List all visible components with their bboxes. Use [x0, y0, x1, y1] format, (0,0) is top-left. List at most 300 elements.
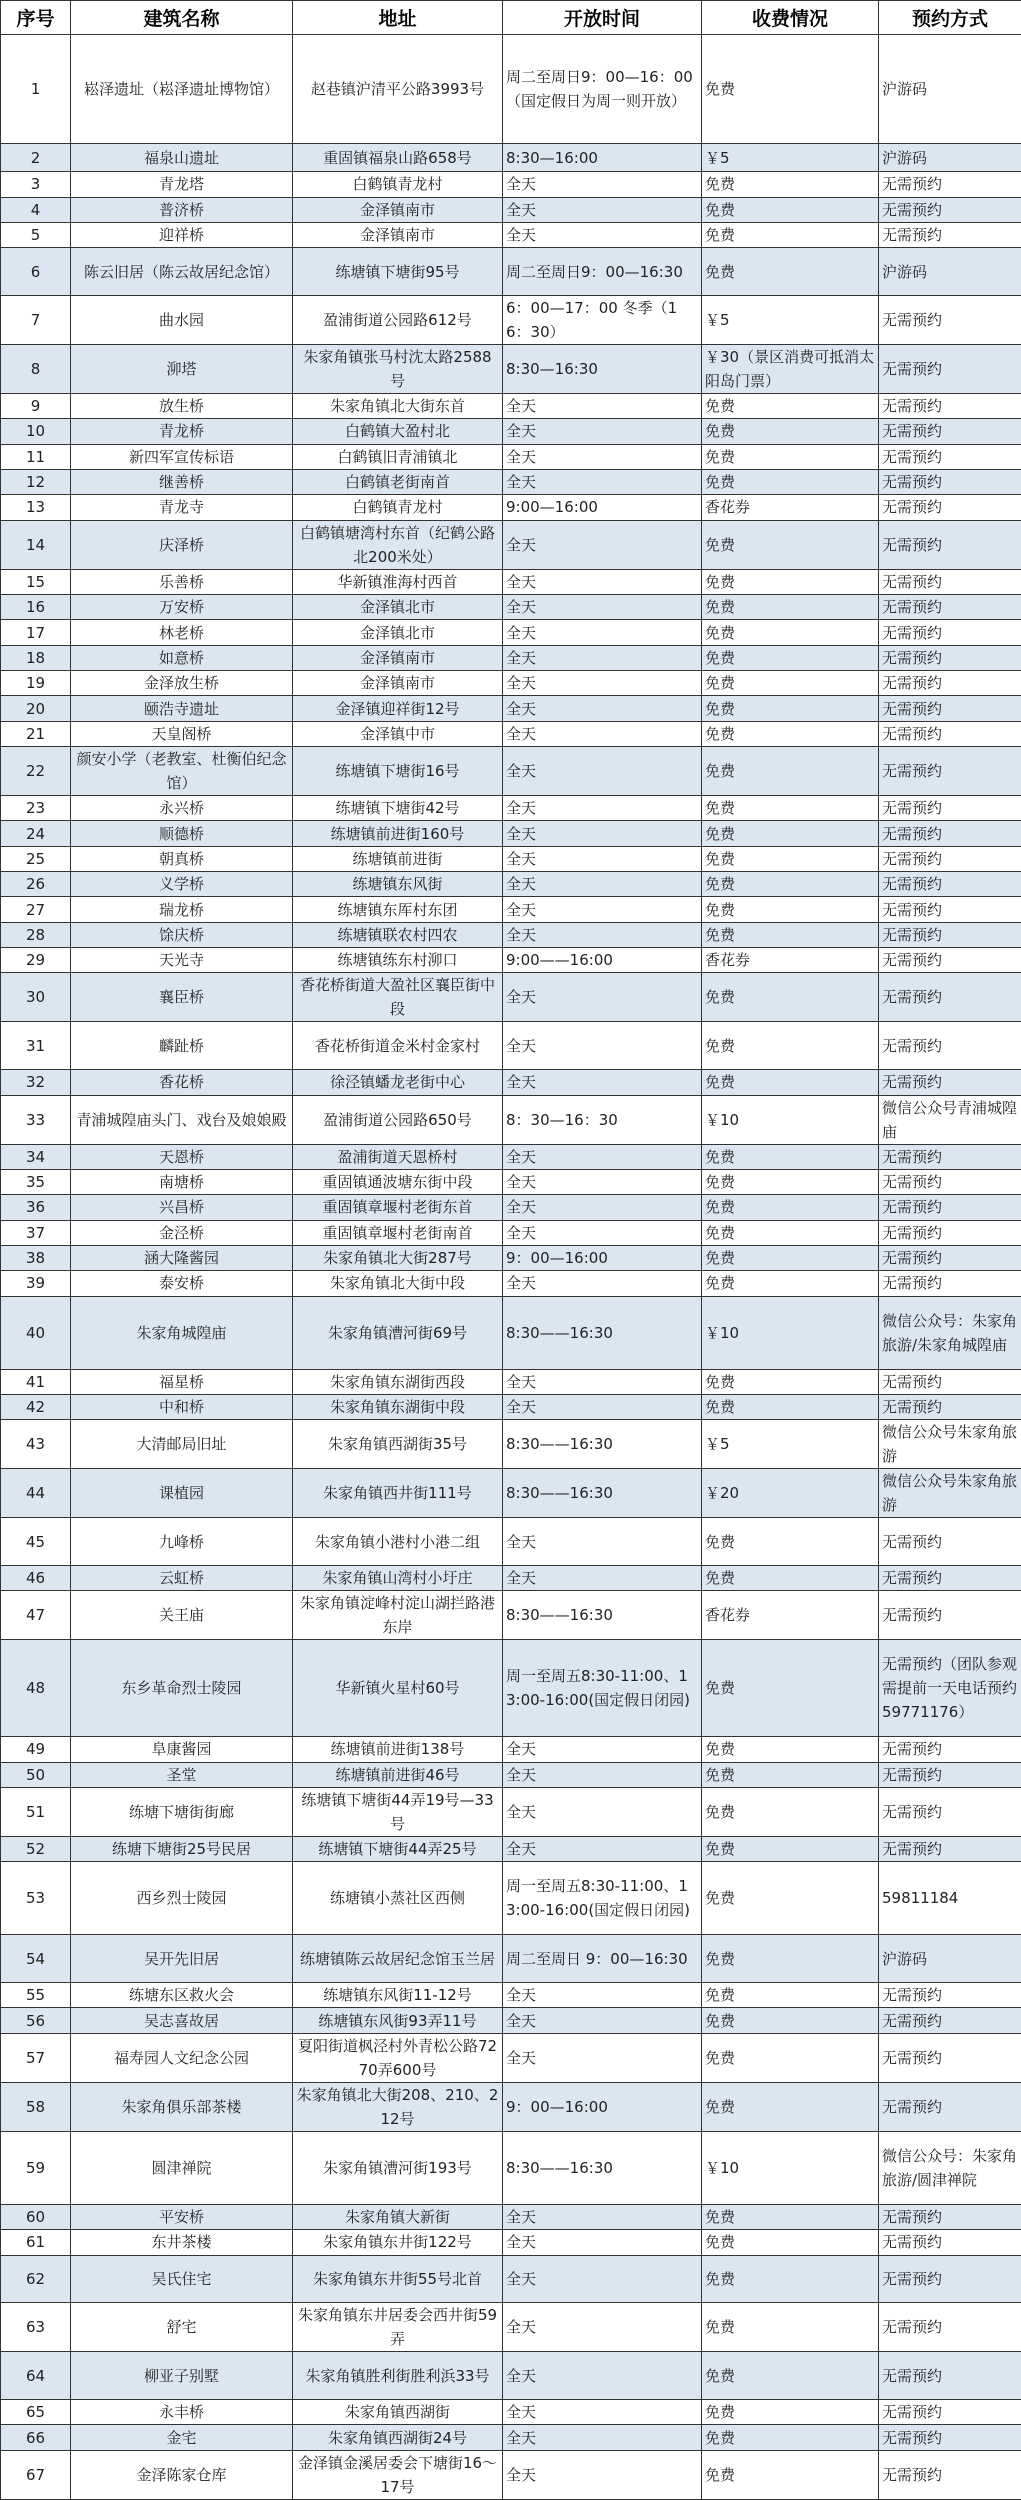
site-name: 青龙桥 — [71, 419, 293, 444]
opening-hours: 全天 — [503, 846, 702, 871]
site-address: 朱家角镇东井街55号北首 — [293, 2255, 503, 2303]
site-address: 练塘镇东风街11-12号 — [293, 1983, 503, 2008]
table-row — [1, 1591, 1021, 1640]
fee: 免费 — [702, 696, 879, 721]
fee: 免费 — [702, 1737, 879, 1762]
opening-hours: 全天 — [503, 419, 702, 444]
row-number: 3 — [1, 172, 71, 197]
opening-hours: 8:30——16:30 — [503, 2131, 702, 2204]
opening-hours: 8：30—16：30 — [503, 1095, 702, 1144]
row-number: 51 — [1, 1788, 71, 1837]
reservation: 无需预约 — [879, 594, 1021, 619]
fee: 免费 — [702, 393, 879, 418]
reservation: 沪游码 — [879, 143, 1021, 171]
site-name: 义学桥 — [71, 872, 293, 897]
table-row — [1, 645, 1021, 670]
site-name: 青龙寺 — [71, 495, 293, 520]
reservation: 无需预约 — [879, 2008, 1021, 2033]
header-hours: 开放时间 — [503, 1, 702, 35]
site-name: 金泽陈家仓库 — [71, 2450, 293, 2499]
row-number: 15 — [1, 569, 71, 594]
row-number: 45 — [1, 1518, 71, 1566]
opening-hours: 全天 — [503, 1220, 702, 1245]
site-name: 圆津禅院 — [71, 2131, 293, 2204]
table-row — [1, 1296, 1021, 1369]
site-name: 崧泽遗址（崧泽遗址博物馆） — [71, 35, 293, 144]
site-address: 白鹤镇塘湾村东首（纪鹤公路北200米处） — [293, 520, 503, 569]
table-row — [1, 1022, 1021, 1070]
reservation: 无需预约 — [879, 1144, 1021, 1169]
opening-hours: 9：00—16:00 — [503, 1245, 702, 1270]
reservation: 无需预约 — [879, 721, 1021, 746]
table-row — [1, 444, 1021, 469]
fee: 免费 — [702, 2033, 879, 2082]
opening-hours: 全天 — [503, 197, 702, 222]
reservation: 无需预约 — [879, 620, 1021, 645]
site-address: 金泽镇南市 — [293, 671, 503, 696]
site-name: 练塘下塘街25号民居 — [71, 1837, 293, 1862]
row-number: 57 — [1, 2033, 71, 2082]
site-address: 朱家角镇北大街中段 — [293, 1271, 503, 1296]
site-address: 朱家角镇小港村小港二组 — [293, 1518, 503, 1566]
site-address: 白鹤镇大盈村北 — [293, 419, 503, 444]
row-number: 10 — [1, 419, 71, 444]
fee: ￥5 — [702, 1420, 879, 1469]
row-number: 24 — [1, 821, 71, 846]
reservation: 无需预约 — [879, 696, 1021, 721]
row-number: 56 — [1, 2008, 71, 2033]
fee: 免费 — [702, 1394, 879, 1419]
site-address: 朱家角镇张马村沈太路2588号 — [293, 344, 503, 393]
row-number: 42 — [1, 1394, 71, 1419]
fee: 免费 — [702, 248, 879, 296]
table-body — [1, 35, 1021, 2500]
table-row — [1, 821, 1021, 846]
site-name: 涵大隆酱园 — [71, 1245, 293, 1270]
site-name: 天皇阁桥 — [71, 721, 293, 746]
site-name: 金泾桥 — [71, 1220, 293, 1245]
row-number: 27 — [1, 897, 71, 922]
site-name: 吴志喜故居 — [71, 2008, 293, 2033]
reservation: 无需预约 — [879, 1271, 1021, 1296]
reservation: 无需预约 — [879, 1737, 1021, 1762]
site-address: 练塘镇东风街93弄11号 — [293, 2008, 503, 2033]
opening-hours: 全天 — [503, 1566, 702, 1591]
row-number: 20 — [1, 696, 71, 721]
table-row — [1, 2033, 1021, 2082]
table-row — [1, 1169, 1021, 1194]
site-address: 金泽镇迎祥街12号 — [293, 696, 503, 721]
site-address: 练塘镇小蒸社区西侧 — [293, 1862, 503, 1935]
site-address: 朱家角镇西井街111号 — [293, 1469, 503, 1518]
site-address: 金泽镇南市 — [293, 197, 503, 222]
site-name: 庆泽桥 — [71, 520, 293, 569]
table-row — [1, 1195, 1021, 1220]
table-row — [1, 2082, 1021, 2131]
site-address: 练塘镇陈云故居纪念馆玉兰居 — [293, 1935, 503, 1983]
fee: 免费 — [702, 821, 879, 846]
row-number: 60 — [1, 2204, 71, 2229]
reservation: 无需预约 — [879, 344, 1021, 393]
fee: 免费 — [702, 671, 879, 696]
fee: 免费 — [702, 1144, 879, 1169]
opening-hours: 全天 — [503, 222, 702, 247]
site-address: 白鹤镇旧青浦镇北 — [293, 444, 503, 469]
reservation: 无需预约 — [879, 1837, 1021, 1862]
fee: 免费 — [702, 2230, 879, 2255]
reservation: 无需预约 — [879, 1566, 1021, 1591]
table-row — [1, 1394, 1021, 1419]
site-address: 重固镇福泉山路658号 — [293, 143, 503, 171]
site-address: 华新镇淮海村西首 — [293, 569, 503, 594]
reservation: 无需预约 — [879, 2204, 1021, 2229]
site-address: 白鹤镇青龙村 — [293, 495, 503, 520]
fee: 免费 — [702, 1983, 879, 2008]
table-row — [1, 35, 1021, 144]
fee: 免费 — [702, 1369, 879, 1394]
table-row — [1, 1518, 1021, 1566]
table-row — [1, 1837, 1021, 1862]
fee: 免费 — [702, 1022, 879, 1070]
table-row — [1, 1245, 1021, 1270]
reservation: 无需预约 — [879, 2352, 1021, 2400]
row-number: 12 — [1, 469, 71, 494]
table-row — [1, 1788, 1021, 1837]
opening-hours: 全天 — [503, 897, 702, 922]
opening-hours: 全天 — [503, 2230, 702, 2255]
site-name: 林老桥 — [71, 620, 293, 645]
header-row — [1, 1, 1021, 35]
table-row — [1, 2230, 1021, 2255]
site-name: 吴开先旧居 — [71, 1935, 293, 1983]
site-address: 朱家角镇北大街287号 — [293, 1245, 503, 1270]
fee: 免费 — [702, 469, 879, 494]
row-number: 36 — [1, 1195, 71, 1220]
row-number: 25 — [1, 846, 71, 871]
reservation: 微信公众号青浦城隍庙 — [879, 1095, 1021, 1144]
fee: 免费 — [702, 2400, 879, 2425]
opening-hours: 全天 — [503, 645, 702, 670]
row-number: 65 — [1, 2400, 71, 2425]
site-address: 金泽镇南市 — [293, 222, 503, 247]
opening-hours: 全天 — [503, 1369, 702, 1394]
opening-hours: 全天 — [503, 973, 702, 1022]
site-name: 关王庙 — [71, 1591, 293, 1640]
row-number: 13 — [1, 495, 71, 520]
row-number: 40 — [1, 1296, 71, 1369]
table-row — [1, 2400, 1021, 2425]
site-address: 朱家角镇大新街 — [293, 2204, 503, 2229]
table-row — [1, 721, 1021, 746]
row-number: 9 — [1, 393, 71, 418]
opening-hours: 周一至周五8:30-11:00、13:00-16:00(国定假日闭园) — [503, 1640, 702, 1737]
opening-hours: 全天 — [503, 520, 702, 569]
fee: 免费 — [702, 2425, 879, 2450]
site-name: 朱家角城隍庙 — [71, 1296, 293, 1369]
table-row — [1, 520, 1021, 569]
opening-hours: 全天 — [503, 1837, 702, 1862]
site-address: 朱家角镇东井居委会西井街59弄 — [293, 2303, 503, 2352]
site-name: 永兴桥 — [71, 796, 293, 821]
opening-hours: 8:30——16:30 — [503, 1420, 702, 1469]
row-number: 44 — [1, 1469, 71, 1518]
reservation: 无需预约 — [879, 846, 1021, 871]
row-number: 53 — [1, 1862, 71, 1935]
opening-hours: 全天 — [503, 2425, 702, 2450]
fee: 免费 — [702, 520, 879, 569]
opening-hours: 全天 — [503, 1518, 702, 1566]
site-name: 泖塔 — [71, 344, 293, 393]
row-number: 58 — [1, 2082, 71, 2131]
opening-hours: 全天 — [503, 1394, 702, 1419]
table-row — [1, 344, 1021, 393]
table-row — [1, 594, 1021, 619]
site-name: 放生桥 — [71, 393, 293, 418]
site-address: 金泽镇北市 — [293, 620, 503, 645]
site-name: 天光寺 — [71, 948, 293, 973]
table-row — [1, 747, 1021, 796]
fee: 免费 — [702, 2255, 879, 2303]
opening-hours: 9:00——16:00 — [503, 948, 702, 973]
row-number: 48 — [1, 1640, 71, 1737]
site-name: 平安桥 — [71, 2204, 293, 2229]
reservation: 无需预约 — [879, 1245, 1021, 1270]
fee: 免费 — [702, 922, 879, 947]
opening-hours: 全天 — [503, 172, 702, 197]
site-address: 盈浦街道公园路650号 — [293, 1095, 503, 1144]
site-name: 金泽放生桥 — [71, 671, 293, 696]
reservation: 无需预约 — [879, 295, 1021, 344]
header-reservation: 预约方式 — [879, 1, 1021, 35]
site-name: 兴昌桥 — [71, 1195, 293, 1220]
site-name: 西乡烈士陵园 — [71, 1862, 293, 1935]
table-row — [1, 469, 1021, 494]
table-row — [1, 2131, 1021, 2204]
row-number: 30 — [1, 973, 71, 1022]
opening-hours: 全天 — [503, 1195, 702, 1220]
row-number: 59 — [1, 2131, 71, 2204]
site-address: 重固镇章堰村老街东首 — [293, 1195, 503, 1220]
site-name: 青龙塔 — [71, 172, 293, 197]
header-no: 序号 — [1, 1, 71, 35]
opening-hours: 全天 — [503, 1271, 702, 1296]
fee: 免费 — [702, 594, 879, 619]
row-number: 29 — [1, 948, 71, 973]
site-address: 盈浦街道天恩桥村 — [293, 1144, 503, 1169]
opening-hours: 8:30——16:30 — [503, 1296, 702, 1369]
reservation: 无需预约 — [879, 645, 1021, 670]
opening-hours: 全天 — [503, 1737, 702, 1762]
opening-hours: 全天 — [503, 393, 702, 418]
site-name: 福星桥 — [71, 1369, 293, 1394]
header-fee: 收费情况 — [702, 1, 879, 35]
site-address: 练塘镇下塘街95号 — [293, 248, 503, 296]
table-row — [1, 1640, 1021, 1737]
reservation: 无需预约 — [879, 2255, 1021, 2303]
site-address: 徐泾镇蟠龙老街中心 — [293, 1070, 503, 1095]
site-name: 泰安桥 — [71, 1271, 293, 1296]
fee: 免费 — [702, 1518, 879, 1566]
table-row — [1, 620, 1021, 645]
site-name: 天恩桥 — [71, 1144, 293, 1169]
site-address: 练塘镇前进街138号 — [293, 1737, 503, 1762]
reservation: 无需预约 — [879, 796, 1021, 821]
row-number: 41 — [1, 1369, 71, 1394]
site-address: 华新镇火星村60号 — [293, 1640, 503, 1737]
row-number: 34 — [1, 1144, 71, 1169]
fee: 免费 — [702, 1220, 879, 1245]
fee: ￥10 — [702, 1095, 879, 1144]
fee: ￥10 — [702, 1296, 879, 1369]
fee: ￥20 — [702, 1469, 879, 1518]
reservation: 无需预约 — [879, 1762, 1021, 1787]
site-name: 阜康酱园 — [71, 1737, 293, 1762]
opening-hours: 全天 — [503, 721, 702, 746]
table-row — [1, 671, 1021, 696]
site-name: 如意桥 — [71, 645, 293, 670]
table-row — [1, 1566, 1021, 1591]
site-name: 继善桥 — [71, 469, 293, 494]
fee: 免费 — [702, 1935, 879, 1983]
site-name: 吴氏住宅 — [71, 2255, 293, 2303]
site-address: 朱家角镇漕河街69号 — [293, 1296, 503, 1369]
opening-hours: 全天 — [503, 2352, 702, 2400]
site-name: 南塘桥 — [71, 1169, 293, 1194]
reservation: 无需预约 — [879, 469, 1021, 494]
reservation: 沪游码 — [879, 1935, 1021, 1983]
fee: ￥5 — [702, 295, 879, 344]
reservation: 无需预约 — [879, 922, 1021, 947]
opening-hours: 周一至周五8:30-11:00、13:00-16:00(国定假日闭园) — [503, 1862, 702, 1935]
table-row — [1, 172, 1021, 197]
opening-hours: 全天 — [503, 671, 702, 696]
opening-hours: 全天 — [503, 1070, 702, 1095]
row-number: 7 — [1, 295, 71, 344]
fee: ￥10 — [702, 2131, 879, 2204]
site-address: 朱家角镇东井街122号 — [293, 2230, 503, 2255]
opening-hours: 全天 — [503, 620, 702, 645]
fee: ￥30（景区消费可抵消太阳岛门票） — [702, 344, 879, 393]
reservation: 无需预约 — [879, 897, 1021, 922]
row-number: 33 — [1, 1095, 71, 1144]
table-row — [1, 2352, 1021, 2400]
table-row — [1, 973, 1021, 1022]
table-row — [1, 696, 1021, 721]
opening-hours: 全天 — [503, 2400, 702, 2425]
table-row — [1, 1070, 1021, 1095]
site-name: 新四军宣传标语 — [71, 444, 293, 469]
row-number: 47 — [1, 1591, 71, 1640]
fee: 免费 — [702, 444, 879, 469]
site-address: 练塘镇练东村泖口 — [293, 948, 503, 973]
site-address: 练塘镇东风街 — [293, 872, 503, 897]
reservation: 无需预约 — [879, 2033, 1021, 2082]
opening-hours: 8:30—16:30 — [503, 344, 702, 393]
row-number: 52 — [1, 1837, 71, 1862]
site-address: 朱家角镇漕河街193号 — [293, 2131, 503, 2204]
fee: 免费 — [702, 1762, 879, 1787]
table-row — [1, 419, 1021, 444]
site-name: 大清邮局旧址 — [71, 1420, 293, 1469]
site-name: 顺德桥 — [71, 821, 293, 846]
reservation: 无需预约 — [879, 444, 1021, 469]
row-number: 62 — [1, 2255, 71, 2303]
reservation: 无需预约 — [879, 973, 1021, 1022]
site-address: 练塘镇下塘街16号 — [293, 747, 503, 796]
reservation: 无需预约 — [879, 1983, 1021, 2008]
site-name: 练塘下塘街街廊 — [71, 1788, 293, 1837]
table-row — [1, 1095, 1021, 1144]
fee: 免费 — [702, 897, 879, 922]
reservation: 无需预约 — [879, 1518, 1021, 1566]
fee: 免费 — [702, 846, 879, 871]
site-name: 福寿园人文纪念公园 — [71, 2033, 293, 2082]
site-name: 练塘东区救火会 — [71, 1983, 293, 2008]
fee: 香花券 — [702, 948, 879, 973]
row-number: 23 — [1, 796, 71, 821]
table-row — [1, 897, 1021, 922]
table-row — [1, 948, 1021, 973]
opening-hours: 全天 — [503, 821, 702, 846]
site-name: 朝真桥 — [71, 846, 293, 871]
reservation: 59811184 — [879, 1862, 1021, 1935]
reservation: 沪游码 — [879, 35, 1021, 144]
site-address: 重固镇通波塘东街中段 — [293, 1169, 503, 1194]
site-address: 朱家角镇北大街208、210、212号 — [293, 2082, 503, 2131]
reservation: 无需预约 — [879, 1394, 1021, 1419]
site-name: 麟趾桥 — [71, 1022, 293, 1070]
site-name: 乐善桥 — [71, 569, 293, 594]
site-name: 陈云旧居（陈云故居纪念馆） — [71, 248, 293, 296]
fee: 免费 — [702, 2204, 879, 2229]
table-row — [1, 2255, 1021, 2303]
site-address: 练塘镇下塘街44弄19号—33号 — [293, 1788, 503, 1837]
site-name: 瑞龙桥 — [71, 897, 293, 922]
site-address: 朱家角镇西湖街24号 — [293, 2425, 503, 2450]
opening-hours: 全天 — [503, 2204, 702, 2229]
fee: 免费 — [702, 1566, 879, 1591]
fee: 免费 — [702, 747, 879, 796]
opening-hours: 全天 — [503, 2255, 702, 2303]
fee: 免费 — [702, 35, 879, 144]
fee: 免费 — [702, 796, 879, 821]
opening-hours: 9：00—16:00 — [503, 2082, 702, 2131]
site-address: 金泽镇金溪居委会下塘街16～17号 — [293, 2450, 503, 2499]
table-row — [1, 796, 1021, 821]
reservation: 无需预约 — [879, 197, 1021, 222]
opening-hours: 8:30——16:30 — [503, 1591, 702, 1640]
table-row — [1, 872, 1021, 897]
opening-hours: 全天 — [503, 872, 702, 897]
opening-hours: 全天 — [503, 1983, 702, 2008]
site-address: 赵巷镇沪清平公路3993号 — [293, 35, 503, 144]
table-row — [1, 495, 1021, 520]
reservation: 无需预约 — [879, 2230, 1021, 2255]
opening-hours: 全天 — [503, 569, 702, 594]
fee: 免费 — [702, 2008, 879, 2033]
fee: 免费 — [702, 172, 879, 197]
reservation: 无需预约 — [879, 2082, 1021, 2131]
opening-hours: 周二至周日9：00—16:30 — [503, 248, 702, 296]
reservation: 无需预约 — [879, 1022, 1021, 1070]
header-name: 建筑名称 — [71, 1, 293, 35]
reservation: 无需预约 — [879, 1195, 1021, 1220]
site-address: 朱家角镇西湖街35号 — [293, 1420, 503, 1469]
reservation: 无需预约 — [879, 393, 1021, 418]
site-address: 金泽镇中市 — [293, 721, 503, 746]
row-number: 16 — [1, 594, 71, 619]
site-name: 金宅 — [71, 2425, 293, 2450]
